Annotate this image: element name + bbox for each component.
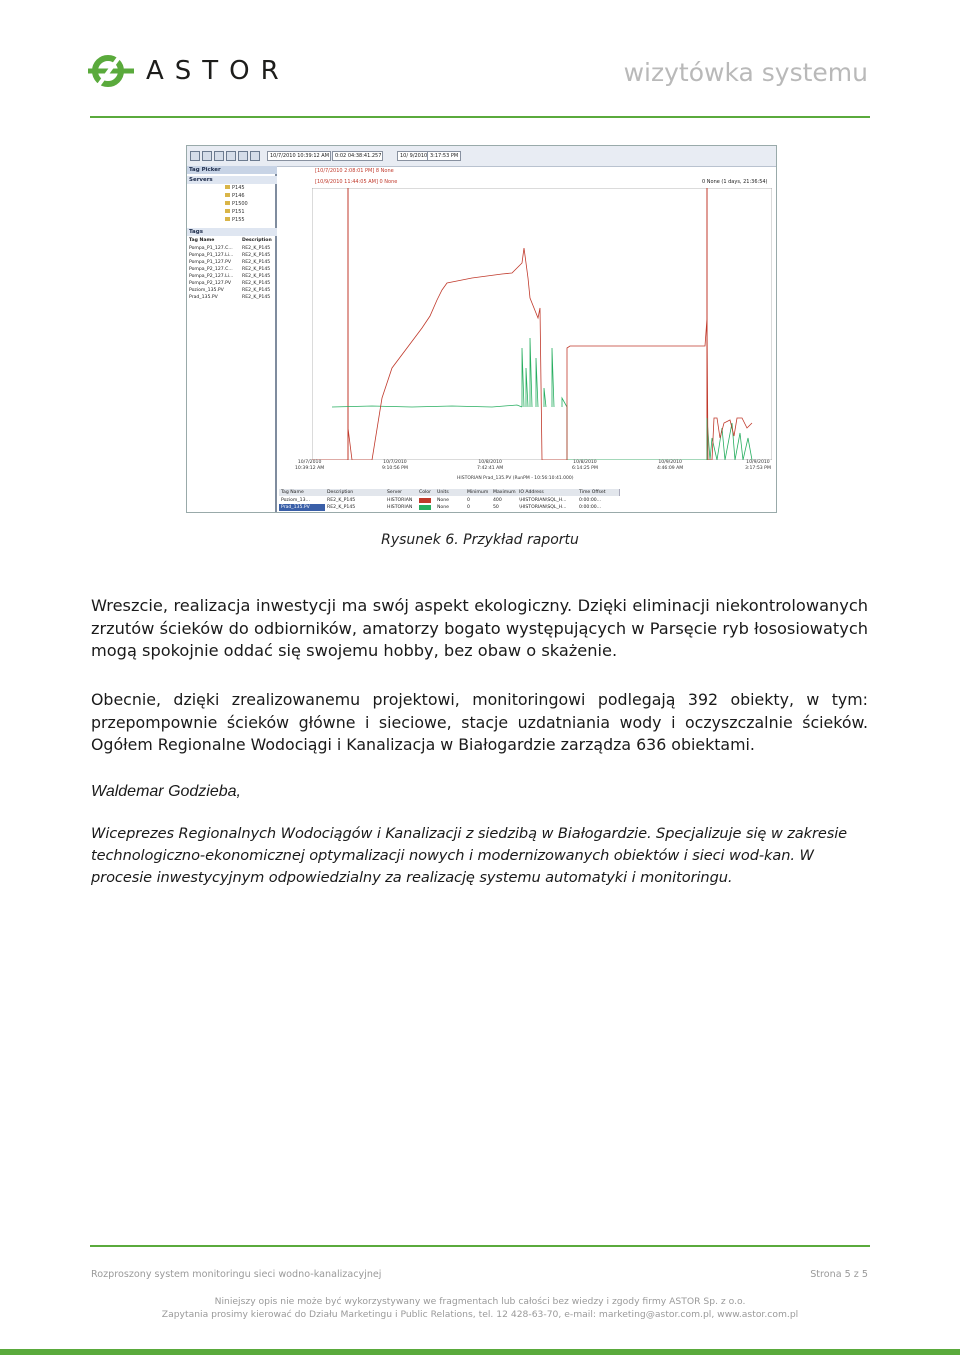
grid-header[interactable]: Maximum xyxy=(491,489,518,496)
chart-legend-item: [10/7/2010 2:08:01 PM] 8 None xyxy=(315,168,394,174)
grid-cell: HISTORIAN xyxy=(387,505,413,510)
grid-cell: 400 xyxy=(493,498,502,503)
body-paragraph: Obecnie, dzięki zrealizowanemu projektowi, monitoringowi podlegają 392 obiekty, w tym: przepompownie ścieków główne i sieciowe, stacje uzdatniania wody i oczyszczalnie ścieków. Ogółem Regionalne Wodociągi i Kanalizacja w Białogardzie zarządza 636 obiektami. xyxy=(91,690,868,754)
toolbar-icon[interactable] xyxy=(190,151,200,161)
tag-picker-panel xyxy=(187,166,277,512)
body-paragraph: Wreszcie, realizacja inwestycji ma swój aspekt ekologiczny. Dzięki eliminacji niekontrolowanych zrzutów ścieków do odbiorników, amatorzy bogato występujących w Parsęcie ryb łososiowatych mogą spokojnie oddać się swojemu hobby, bez obaw o skażenie. xyxy=(91,596,868,660)
tag-row[interactable]: Pompa_P1_127.C... RE2_K_P145 xyxy=(189,246,271,251)
x-axis-label: 10/9/2010 4:46:09 AM xyxy=(657,460,684,471)
series-color-swatch[interactable] xyxy=(419,498,431,503)
astor-logo-icon xyxy=(86,52,136,90)
tag-row[interactable]: Pompa_P2_127.C... RE2_K_P145 xyxy=(189,267,271,272)
grid-cell: 0:00:00... xyxy=(579,498,602,503)
chart-status-text: HISTORIAN Prad_135.PV (RunPM - 10:56:10:41.000) xyxy=(457,476,574,481)
report-screenshot xyxy=(186,145,777,513)
toolbar-icon[interactable] xyxy=(250,151,260,161)
trend-chart xyxy=(312,188,772,460)
grid-cell: HISTORIAN xyxy=(387,498,413,503)
grid-cell: RE2_K_P145 xyxy=(327,498,356,503)
tags-columns xyxy=(189,238,272,243)
description-column[interactable]: Description xyxy=(242,238,272,243)
header-title: wizytówka systemu xyxy=(623,58,868,87)
author-bio: Wiceprezes Regionalnych Wodociągów i Kanalizacji z siedzibą w Białogardzie. Specjalizuje się w zakresie technologiczno-ekonomicznej optymalizacji nowych i modernizowanych obiektów i sieci wod-kan. W procesie inwestycyjnym odpowiedzialny za realizację systemu automatyki i monitoringu. xyxy=(91,825,848,886)
grid-header[interactable]: Units xyxy=(435,489,466,496)
grid-cell[interactable]: Poziom_13... xyxy=(281,498,310,503)
tag-name-column[interactable]: Tag Name xyxy=(189,238,215,243)
tag-row[interactable]: Pompa_P1_127.PV RE2_K_P145 xyxy=(189,260,271,265)
server-item[interactable]: P151 xyxy=(225,209,245,215)
servers-header: Servers xyxy=(187,176,277,184)
server-item[interactable]: P146 xyxy=(225,193,245,199)
grid-header[interactable]: Color xyxy=(417,489,436,496)
server-item[interactable]: P1500 xyxy=(225,201,248,207)
grid-cell: 0:00:00... xyxy=(579,505,602,510)
end-time-field[interactable]: 3:17:53 PM xyxy=(427,151,461,161)
x-axis-label: 10/7/2010 10:39:12 AM xyxy=(295,460,325,471)
figure-caption: Rysunek 6. Przykład raportu xyxy=(381,532,579,548)
footer-page-number: Strona 5 z 5 xyxy=(810,1269,868,1280)
footer-contact: Zapytania prosimy kierować do Działu Marketingu i Public Relations, tel. 12 428-63-70, e-mail: marketing@astor.com.pl, www.astor.com.pl xyxy=(161,1309,799,1320)
grid-cell: 50 xyxy=(493,505,499,510)
tag-row[interactable]: Pompa_P2_127.PV RE2_K_P145 xyxy=(189,281,271,286)
chart-legend-item: [10/9/2010 11:44:05 AM] 0 None xyxy=(315,179,398,185)
tag-picker-title: Tag Picker xyxy=(187,166,277,174)
grid-cell: None xyxy=(437,498,449,503)
start-time-field[interactable]: 10/7/2010 10:39:12 AM xyxy=(267,151,331,161)
bottom-accent-bar xyxy=(0,1349,960,1355)
grid-header[interactable]: IO Address xyxy=(517,489,578,496)
footer-divider xyxy=(90,1245,870,1247)
grid-cell: 0 xyxy=(467,498,470,503)
footer-document-title: Rozproszony system monitoringu sieci wodno-kanalizacyjnej xyxy=(91,1269,382,1280)
x-axis-label: 10/9/2010 3:17:53 PM xyxy=(745,460,771,471)
x-axis-label: 10/8/2010 6:14:25 PM xyxy=(572,460,598,471)
grid-cell: 0 xyxy=(467,505,470,510)
toolbar-icon[interactable] xyxy=(202,151,212,161)
grid-header[interactable]: Minimum xyxy=(465,489,492,496)
grid-header[interactable]: Server xyxy=(385,489,418,496)
x-axis-label: 10/7/2010 9:10:56 PM xyxy=(382,460,408,471)
series-color-swatch[interactable] xyxy=(419,505,431,510)
logo-wordmark: ASTOR xyxy=(146,56,290,86)
tags-header: Tags xyxy=(187,228,277,236)
x-axis-label: 10/8/2010 7:42:41 AM xyxy=(477,460,504,471)
footer-disclaimer: Niniejszy opis nie może być wykorzystywany we fragmentach lub całości bez wiedzy i zgody firmy ASTOR Sp. z o.o. xyxy=(214,1296,746,1307)
grid-header[interactable]: Time Offset xyxy=(577,489,620,496)
server-item[interactable]: P155 xyxy=(225,217,245,223)
header-divider xyxy=(90,116,870,118)
duration-field[interactable]: 0:02 04:38:41.257 xyxy=(332,151,383,161)
tag-grid xyxy=(279,489,776,512)
toolbar-icon[interactable] xyxy=(238,151,248,161)
grid-cell: \HISTORIAN\SQL_H... xyxy=(519,505,567,510)
tag-row[interactable]: Pompa_P2_127.Li... RE2_K_P145 xyxy=(189,274,271,279)
tag-row[interactable]: Poziom_135.PV RE2_K_P145 xyxy=(189,288,271,293)
plot-area xyxy=(312,188,772,460)
grid-header[interactable]: Tag Name xyxy=(279,489,326,496)
toolbar-icon[interactable] xyxy=(226,151,236,161)
chart-legend-item: 0 None (1 days, 21:36:54) xyxy=(702,179,768,185)
trend-toolbar xyxy=(187,146,776,167)
end-date-field[interactable]: 10/ 9/2010 xyxy=(397,151,431,161)
grid-cell-selected[interactable]: Prad_135.PV xyxy=(279,504,325,511)
grid-cell: None xyxy=(437,505,449,510)
grid-header[interactable]: Description xyxy=(325,489,386,496)
tag-row[interactable]: Prad_135.PV RE2_K_P145 xyxy=(189,295,271,300)
toolbar-icon[interactable] xyxy=(214,151,224,161)
grid-cell: \HISTORIAN\SQL_H... xyxy=(519,498,567,503)
server-item[interactable]: P145 xyxy=(225,185,245,191)
astor-logo xyxy=(86,52,290,90)
grid-cell: RE2_K_P145 xyxy=(327,505,356,510)
author-name: Waldemar Godzieba, xyxy=(91,783,241,800)
tag-row[interactable]: Pompa_P1_127.Li... RE2_K_P145 xyxy=(189,253,271,258)
